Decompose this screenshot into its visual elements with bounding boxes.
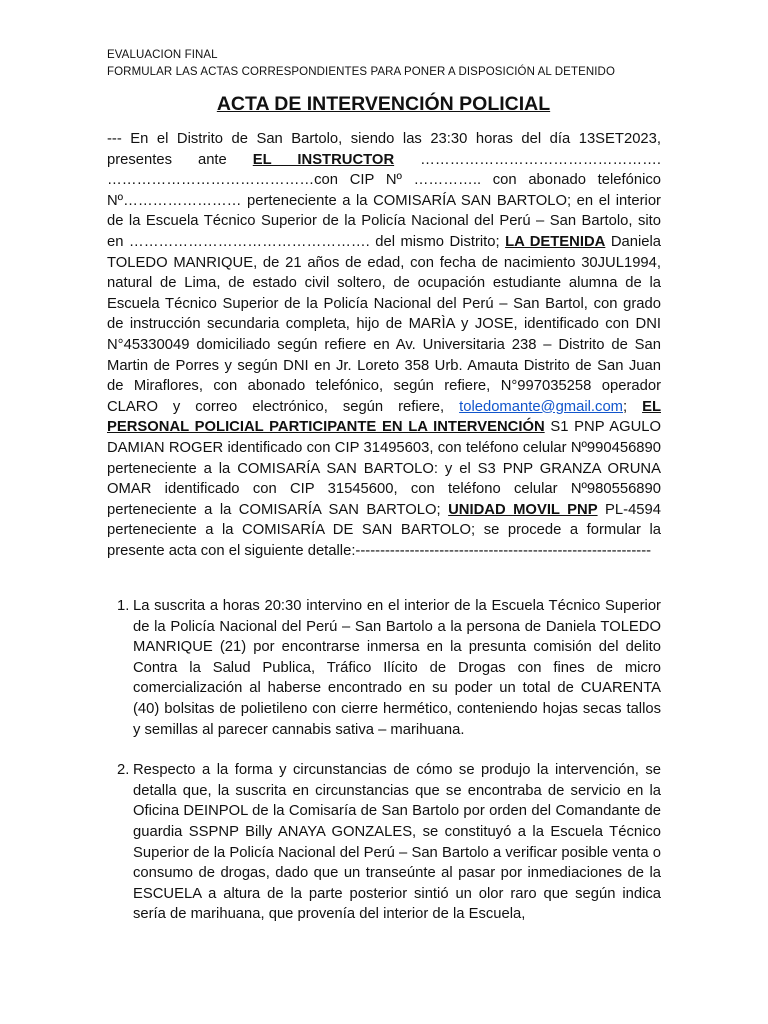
- numbered-list: [107, 596, 661, 945]
- list-item-number: 2.: [117, 762, 130, 779]
- personal-policial-label: EL PERSONAL POLICIAL PARTICIPANTE EN LA INTERVENCIÓN: [107, 398, 661, 436]
- list-item-number: 1.: [117, 598, 130, 614]
- list-item: [107, 596, 661, 740]
- intro-paragraph: [107, 129, 661, 561]
- list-item: [107, 760, 661, 925]
- header-line-evaluation: EVALUACION FINAL: [107, 49, 218, 61]
- intro-text-3: Daniela TOLEDO MANRIQUE, de 21 años de edad, con fecha de nacimiento 30JUL1994, natural de Lima, de estado civil soltero, de ocupación estudiante alumna de la Escuela Técnico Superior de la Policía Nacional del Perú – San Bartol, con grado de instrucción secundaria completa, hijo de MARÌA y JOSE, identificado con DNI N°45330049 domiciliado según refiere en Av. Universitaria 238 – Distrito de San Martin de Porres y según DNI en Jr. Loreto 358 Urb. Amauta Distrito de San Juan de Miraflores, con abonado telefónico, según refiere, N°997035258 operador CLARO y correo electrónico, según refiere,: [107, 233, 661, 415]
- list-item-text: Respecto a la forma y circunstancias de cómo se produjo la intervención, se detalla que, la suscrita en circunstancias que se encontraba de servicio en la Oficina DEINPOL de la Comisaría de San Bartolo por orden del Comandante de guardia SSPNP Billy ANAYA GONZALES, se constituyó a la Escuela Técnico Superior de la Policía Nacional del Perú – San Bartolo a verificar posible venta o consumo de drogas, dado que un transeúnte al pasar por inmediaciones de la ESCUELA a altura de la parte posterior sintió un olor raro que según indica sería de marihuana, que provenía del interior de la Escuela,: [133, 762, 661, 923]
- list-item-text: La suscrita a horas 20:30 intervino en el interior de la Escuela Técnico Superior de la Policía Nacional del Perú – San Bartolo a la persona de Daniela TOLEDO MANRIQUE (21) por encontrarse inmersa en la presunta comisión del delito Contra la Salud Publica, Tráfico Ilícito de Drogas con fines de micro comercialización al haberse encontrado en su poder un total de CUARENTA (40) bolsitas de polietileno con cierre hermético, conteniendo hojas secas tallos y semillas al parecer cannabis sativa – marihuana.: [133, 598, 661, 738]
- email-link[interactable]: toledomante@gmail.com: [459, 398, 623, 415]
- intro-text-4: ;: [623, 398, 643, 415]
- header-line-instructions: FORMULAR LAS ACTAS CORRESPONDIENTES PARA PONER A DISPOSICIÓN AL DETENIDO: [107, 65, 615, 78]
- intro-text-2: …………………………………………. ……………………………………con CIP Nº ………….. con abonado telefónico Nº…………………… perteneciente a la COMISARÍA SAN BARTOLO; en el interior de la Escuela Técnico Superior de la Policía Nacional del Perú – San Bartolo, sito en …………………………………………. del mismo Distrito;: [107, 151, 661, 250]
- intro-text-1: --- En el Distrito de San Bartolo, siendo las 23:30 horas del día 13SET2023, presentes ante: [107, 131, 661, 168]
- detenida-label: LA DETENIDA: [505, 233, 606, 250]
- document-title: ACTA DE INTERVENCIÓN POLICIAL: [216, 93, 551, 115]
- document-header: [107, 47, 667, 80]
- intro-text-5: S1 PNP AGULO DAMIAN ROGER identificado con CIP 31495603, con teléfono celular Nº990456890 perteneciente a la COMISARÍA SAN BARTOLO: y el S3 PNP GRANZA ORUNA OMAR identificado con CIP 31545600, con teléfono celular Nº980556890 perteneciente a la COMISARÍA SAN BARTOLO;: [107, 419, 662, 518]
- instructor-label: EL INSTRUCTOR: [252, 151, 395, 168]
- intro-text-6: PL-4594 perteneciente a la COMISARÍA DE SAN BARTOLO; se procede a formular la presente acta con el siguiente detalle:------------------------------------------------------------: [107, 501, 661, 559]
- unidad-movil-label: UNIDAD MOVIL PNP: [448, 501, 598, 518]
